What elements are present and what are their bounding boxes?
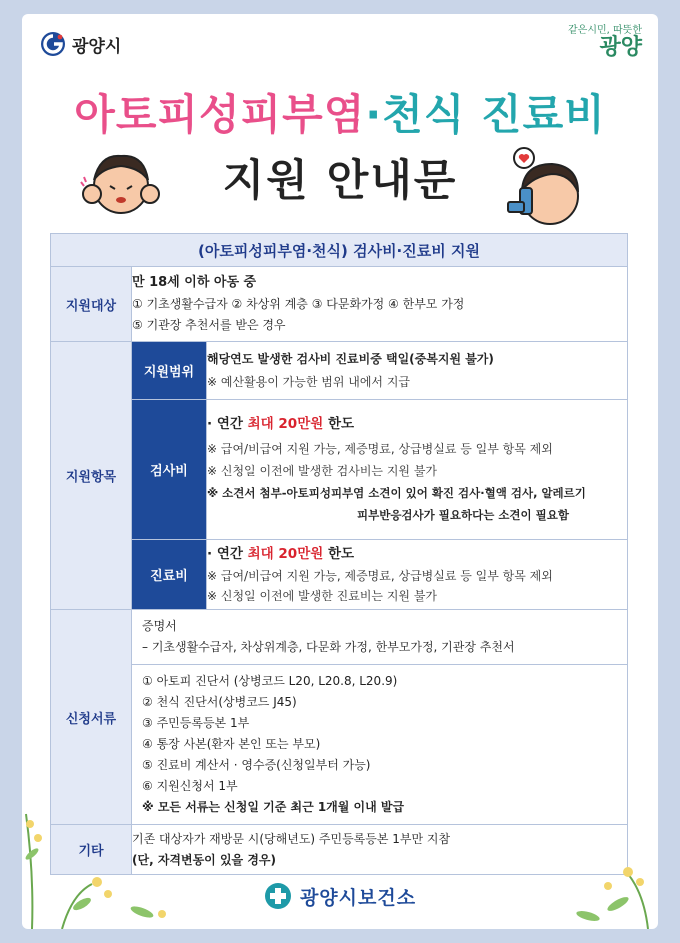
- scope-line2: ※ 예산활용이 가능한 범위 내에서 지급: [207, 374, 411, 389]
- test-fee-prefix: · 연간: [207, 416, 248, 433]
- documents-cert-title: 증명서: [142, 619, 177, 633]
- table-header: (아토피성피부염·천식) 검사비·진료비 지원: [51, 234, 628, 267]
- city-slogan: [568, 26, 642, 58]
- eligibility-line1: 만 18세 이하 아동 중: [132, 274, 257, 290]
- gwangyang-logo-icon: [40, 31, 66, 57]
- test-fee-max: 최대 20만원: [247, 416, 324, 433]
- child-inhaler-illustration: [500, 144, 590, 234]
- document-item: ③ 주민등록등본 1부: [142, 716, 250, 730]
- treatment-fee-content: [207, 540, 628, 610]
- document-item: ① 아토피 진단서 (상병코드 L20, L20.8, L20.9): [142, 674, 398, 688]
- documents-label: 신청서류: [51, 610, 132, 825]
- scope-label: 지원범위: [132, 342, 207, 400]
- treatment-fee-suffix: 한도: [323, 545, 355, 562]
- eligibility-line2: ① 기초생활수급자 ② 차상위 계층 ③ 다문화가정 ④ 한부모 가정: [132, 297, 465, 312]
- eligibility-line3: ⑤ 기관장 추천서를 받은 경우: [132, 318, 286, 333]
- scope-line1: 해당연도 발생한 검사비 진료비중 택일(중복지원 불가): [207, 351, 494, 366]
- title-part-atopy: 아토피성피부염: [74, 90, 366, 139]
- documents-final-note: ※ 모든 서류는 신청일 기준 최근 1개월 이내 발급: [142, 800, 405, 814]
- document-item: ⑤ 진료비 계산서 · 영수증(신청일부터 가능): [142, 758, 371, 772]
- documents-content: [132, 610, 628, 825]
- treatment-fee-note2: ※ 신청일 이전에 발생한 진료비는 지원 불가: [207, 588, 438, 603]
- document-item: ② 천식 진단서(상병코드 J45): [142, 695, 297, 709]
- document-item: ⑥ 지원신청서 1부: [142, 779, 238, 793]
- health-center-logo-icon: [264, 882, 292, 910]
- test-fee-note1: ※ 급여/비급여 지원 가능, 제증명료, 상급병실료 등 일부 항목 제외: [207, 441, 553, 456]
- test-fee-suffix: 한도: [323, 416, 355, 433]
- footer: [22, 882, 658, 910]
- slogan-big-text: 광양: [599, 34, 642, 60]
- treatment-fee-note1: ※ 급여/비급여 지원 가능, 제증명료, 상급병실료 등 일부 항목 제외: [207, 568, 553, 583]
- test-fee-content: [207, 400, 628, 540]
- footer-org-name: 광양시보건소: [299, 886, 417, 909]
- title-part-asthma: ·천식 진료비: [365, 90, 606, 139]
- test-fee-note3b: 피부반응검사가 필요하다는 소견이 필요함: [357, 508, 569, 523]
- treatment-fee-label: 진료비: [132, 540, 207, 610]
- documents-cert-block: [132, 610, 627, 665]
- treatment-fee-max: 최대 20만원: [247, 545, 324, 562]
- slogan-small-text: 같은시민, 따뜻한: [568, 25, 642, 36]
- city-logo: [40, 31, 121, 57]
- documents-cert-list: – 기초생활수급자, 차상위계층, 다문화 가정, 한부모가정, 기관장 추천서: [142, 640, 515, 654]
- document-item: ④ 통장 사본(환자 본인 또는 부모): [142, 737, 321, 751]
- treatment-fee-prefix: · 연간: [207, 545, 248, 562]
- test-fee-limit: [207, 412, 627, 438]
- other-line1: 기존 대상자가 재방문 시(당해년도) 주민등록등본 1부만 지참: [132, 831, 451, 846]
- main-title: [22, 82, 658, 142]
- eligibility-label: 지원대상: [51, 267, 132, 342]
- test-fee-note3a: ※ 소견서 첨부-아토피성피부염 소견이 있어 확진 검사·혈액 검사, 알레르기: [207, 486, 586, 501]
- notice-page: [22, 14, 658, 929]
- main-title-line2: 지원 안내문: [222, 156, 458, 206]
- documents-list: [132, 665, 627, 824]
- treatment-fee-limit: [207, 543, 627, 566]
- child-scratching-illustration: [80, 142, 162, 224]
- test-fee-note2: ※ 신청일 이전에 발생한 검사비는 지원 불가: [207, 464, 438, 479]
- city-logo-text: 광양시: [72, 36, 122, 57]
- scope-content: [207, 342, 628, 400]
- support-info-table: [50, 233, 628, 875]
- other-label: 기타: [51, 825, 132, 875]
- eligibility-content: [132, 267, 628, 342]
- other-line2: (단, 자격변동이 있을 경우): [132, 852, 276, 867]
- items-label: 지원항목: [51, 342, 132, 610]
- test-fee-label: 검사비: [132, 400, 207, 540]
